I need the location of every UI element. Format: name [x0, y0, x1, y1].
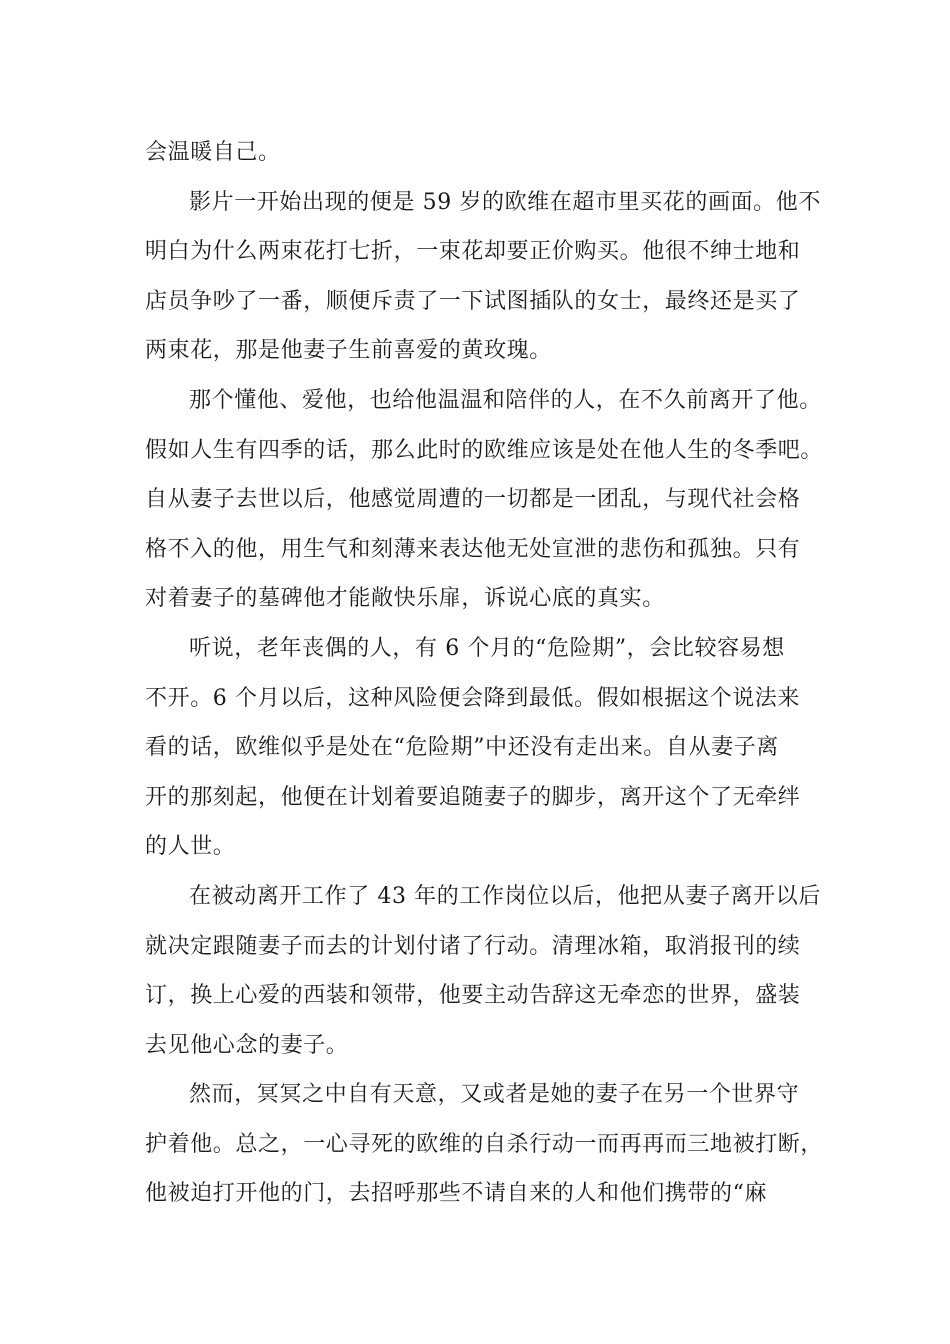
text-line: 明白为什么两束花打七折，一束花却要正价购买。他很不绅士地和 [145, 239, 801, 265]
paragraph-start-line: 听说，老年丧偶的人，有 6 个月的“危险期”，会比较容易想 [189, 635, 785, 661]
text-line: 护着他。总之，一心寻死的欧维的自杀行动一而再再而三地被打断， [145, 1131, 824, 1157]
text-line: 两束花，那是他妻子生前喜爱的黄玫瑰。 [145, 338, 552, 364]
text-line: 不开。6 个月以后，这种风险便会降到最低。假如根据这个说法来 [145, 685, 800, 711]
text-line: 店员争吵了一番，顺便斥责了一下试图插队的女士，最终还是买了 [145, 288, 801, 314]
text-line: 开的那刻起，他便在计划着要追随妻子的脚步，离开这个了无牵绊 [145, 784, 801, 810]
text-line: 就决定跟随妻子而去的计划付诸了行动。清理冰箱，取消报刊的续 [145, 933, 801, 959]
text-line: 去见他心念的妻子。 [145, 1032, 349, 1058]
document-body [145, 128, 825, 1219]
text-line: 会温暖自己。 [145, 140, 281, 165]
paragraph-start-line: 然而，冥冥之中自有天意，又或者是她的妻子在另一个世界守 [189, 1082, 800, 1108]
text-line: 对着妻子的墓碑他才能敞快乐扉，诉说心底的真实。 [145, 586, 665, 612]
paragraph-start-line: 那个懂他、爱他，也给他温温和陪伴的人，在不久前离开了他。 [189, 387, 822, 413]
text-line: 看的话，欧维似乎是处在“危险期”中还没有走出来。自从妻子离 [145, 735, 779, 761]
text-line: 他被迫打开他的门，去招呼那些不请自来的人和他们携带的“麻 [145, 1181, 768, 1207]
text-line: 订，换上心爱的西装和领带，他要主动告辞这无牵恋的世界，盛装 [145, 983, 801, 1009]
text-line: 假如人生有四季的话，那么此时的欧维应该是处在他人生的冬季吧。 [145, 437, 824, 463]
text-line: 的人世。 [145, 834, 236, 860]
paragraph-start-line: 在被动离开工作了 43 年的工作岗位以后，他把从妻子离开以后 [189, 883, 821, 909]
text-line: 格不入的他，用生气和刻薄来表达他无处宣泄的悲伤和孤独。只有 [145, 536, 801, 562]
text-line: 自从妻子去世以后，他感觉周遭的一切都是一团乱，与现代社会格 [145, 487, 801, 513]
paragraph-start-line: 影片一开始出现的便是 59 岁的欧维在超市里买花的画面。他不 [189, 189, 821, 215]
